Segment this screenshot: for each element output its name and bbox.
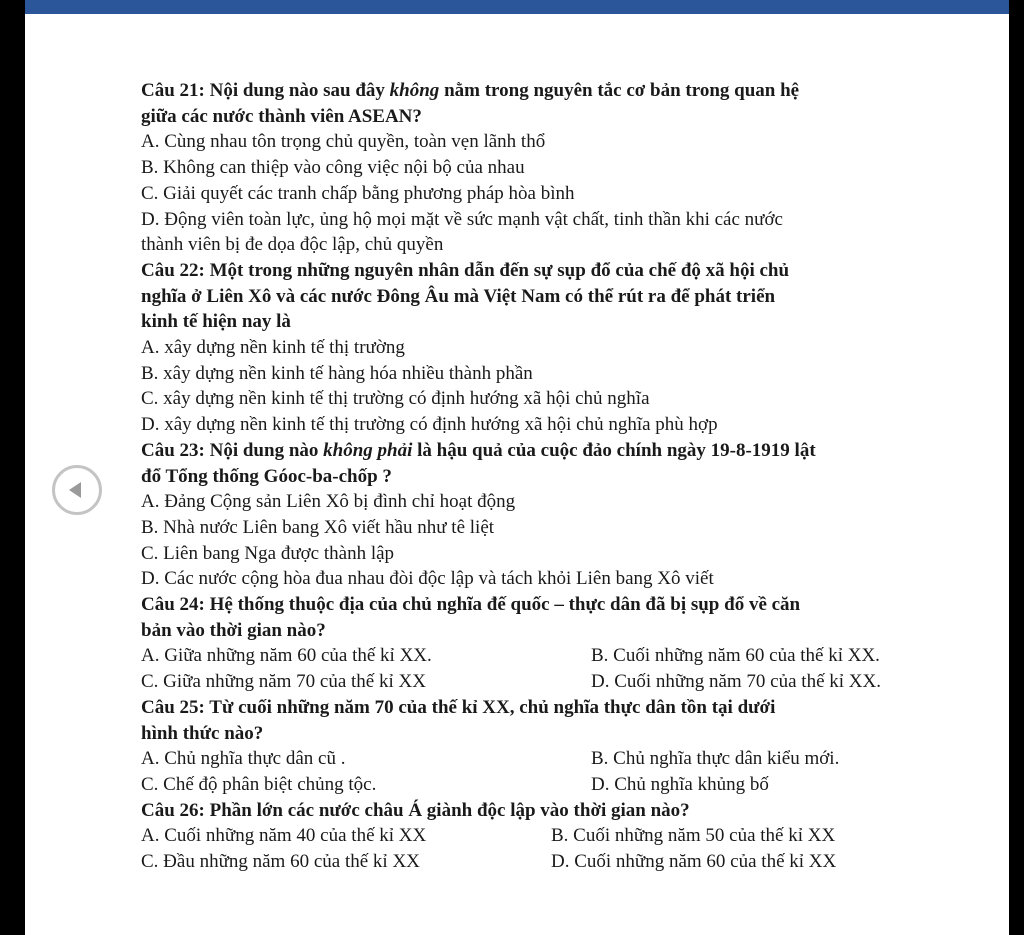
- question-title: giữa các nước thành viên ASEAN?: [141, 105, 422, 127]
- question-title: Câu 24: Hệ thống thuộc địa của chủ nghĩa đế quốc – thực dân đã bị sụp đổ về căn: [141, 594, 801, 616]
- answer-option: D. Động viên toàn lực, ủng hộ mọi mặt về sức mạnh vật chất, tinh thần khi các nước: [141, 208, 783, 230]
- answer-option: B. Chủ nghĩa thực dân kiểu mới.: [591, 748, 840, 770]
- question-25: [141, 695, 991, 798]
- question-title: kinh tế hiện nay là: [141, 311, 291, 333]
- question-title: Câu 23: Nội dung nào không phải là hậu quả của cuộc đảo chính ngày 19-8-1919 lật: [141, 439, 816, 461]
- answer-option: C. xây dựng nền kinh tế thị trường có định hướng xã hội chủ nghĩa: [141, 388, 650, 410]
- answer-option: A. xây dựng nền kinh tế thị trường: [141, 337, 405, 359]
- answer-option: A. Giữa những năm 60 của thế kỉ XX.: [141, 645, 432, 667]
- answer-option: C. Giải quyết các tranh chấp bằng phương pháp hòa bình: [141, 182, 575, 204]
- answer-option: B. Cuối những năm 50 của thế kỉ XX: [551, 825, 836, 847]
- previous-page-button[interactable]: [52, 465, 102, 515]
- answer-row: [141, 643, 991, 669]
- question-title: Câu 25: Từ cuối những năm 70 của thế kỉ XX, chủ nghĩa thực dân tồn tại dưới: [141, 696, 776, 718]
- answer-option: A. Đảng Cộng sản Liên Xô bị đình chỉ hoạt động: [141, 491, 516, 513]
- question-title: hình thức nào?: [141, 722, 264, 744]
- question-22: [141, 258, 991, 438]
- question-title: Câu 26: Phần lớn các nước châu Á giành độc lập vào thời gian nào?: [141, 799, 690, 821]
- answer-row: [141, 669, 991, 695]
- answer-option: A. Cuối những năm 40 của thế kỉ XX: [141, 825, 427, 847]
- question-title: Câu 22: Một trong những nguyên nhân dẫn đến sự sụp đổ của chế độ xã hội chủ: [141, 259, 790, 281]
- answer-option: C. Liên bang Nga được thành lập: [141, 542, 395, 564]
- question-24: [141, 592, 991, 695]
- answer-option: B. Cuối những năm 60 của thế kỉ XX.: [591, 645, 880, 667]
- answer-option: A. Cùng nhau tôn trọng chủ quyền, toàn vẹn lãnh thổ: [141, 131, 546, 153]
- question-title: bản vào thời gian nào?: [141, 619, 326, 641]
- question-26: [141, 798, 991, 875]
- question-21: [141, 78, 991, 258]
- question-title: Câu 21: Nội dung nào sau đây không nằm trong nguyên tắc cơ bản trong quan hệ: [141, 80, 800, 101]
- answer-option: D. Cuối những năm 60 của thế kỉ XX: [551, 851, 837, 873]
- answer-option: C. Chế độ phân biệt chủng tộc.: [141, 773, 377, 795]
- question-title: đổ Tổng thống Góoc-ba-chốp ?: [141, 465, 392, 487]
- document-content: [141, 78, 991, 875]
- window-title-bar: [25, 0, 1009, 14]
- answer-row: [141, 772, 991, 798]
- answer-option: C. Đầu những năm 60 của thế kỉ XX: [141, 851, 420, 873]
- answer-option: D. Các nước cộng hòa đua nhau đòi độc lập và tách khỏi Liên bang Xô viết: [141, 568, 714, 590]
- question-23: [141, 438, 991, 592]
- answer-option: B. Nhà nước Liên bang Xô viết hầu như tê liệt: [141, 516, 495, 538]
- answer-option: D. xây dựng nền kinh tế thị trường có định hướng xã hội chủ nghĩa phù hợp: [141, 414, 718, 436]
- chevron-left-icon: [69, 482, 81, 498]
- answer-option: B. Không can thiệp vào công việc nội bộ của nhau: [141, 157, 525, 179]
- answer-row: [141, 823, 991, 849]
- answer-option: thành viên bị đe dọa độc lập, chủ quyền: [141, 234, 444, 256]
- answer-option: A. Chủ nghĩa thực dân cũ .: [141, 748, 346, 770]
- answer-option: C. Giữa những năm 70 của thế kỉ XX: [141, 671, 426, 693]
- answer-row: [141, 746, 991, 772]
- question-title: nghĩa ở Liên Xô và các nước Đông Âu mà Việt Nam có thể rút ra để phát triển: [141, 285, 776, 307]
- answer-option: D. Cuối những năm 70 của thế kỉ XX.: [591, 671, 881, 693]
- answer-option: B. xây dựng nền kinh tế hàng hóa nhiều thành phần: [141, 362, 533, 384]
- answer-option: D. Chủ nghĩa khủng bố: [591, 773, 769, 795]
- answer-row: [141, 849, 991, 875]
